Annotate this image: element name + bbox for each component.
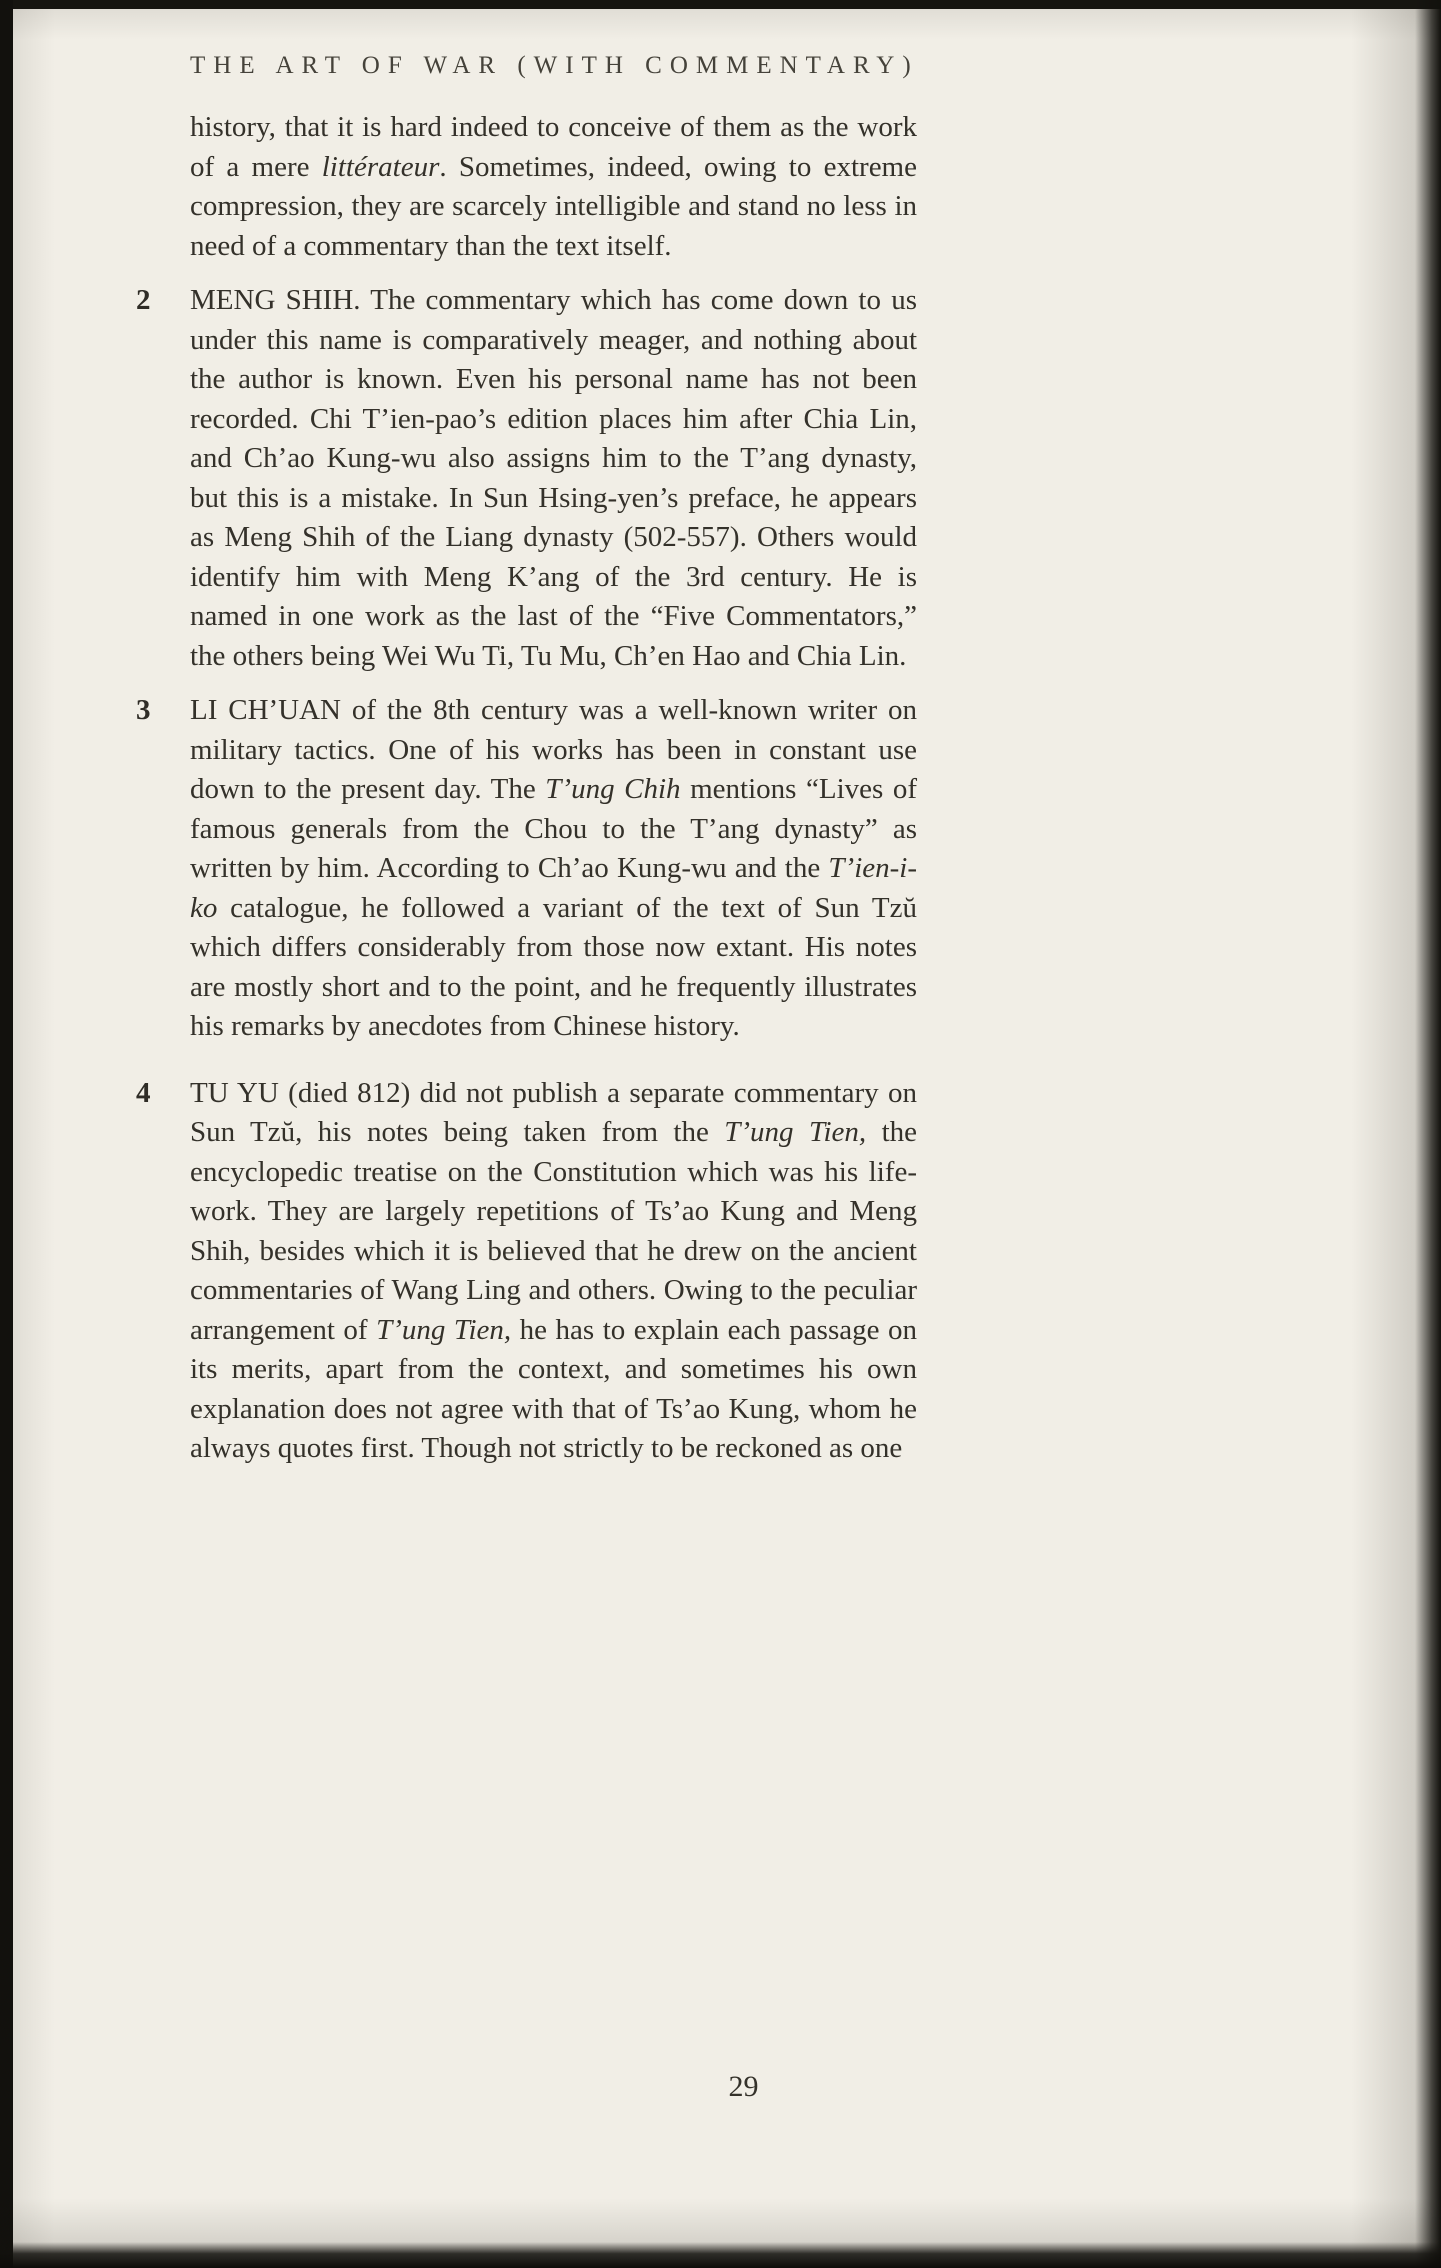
note-number: 3 (136, 694, 151, 726)
text-segment: mentions “Lives of famous generals from the Chou to the T’ang dynasty” as written by him. According to Ch’ao Kung-wu and the (190, 773, 917, 884)
text-segment: catalogue, he followed a variant of the text of Sun Tzŭ which differs considerably from those now extant. His notes are mostly short and to the point, and he frequently illustrates his remarks by anecdotes from Chinese history. (190, 891, 917, 1042)
note-number: 2 (136, 284, 151, 316)
text-segment: TU YU (died 812) did not publish a separate commentary on Sun Tzŭ, his notes being taken from the (190, 1076, 917, 1148)
note-text (190, 281, 917, 676)
scan-edge-right (1415, 0, 1441, 2268)
scan-edge-bottom (0, 2242, 1441, 2268)
commentary-text-column (136, 108, 918, 1469)
italic-term: T’ien-i-ko (190, 852, 917, 924)
note-number: 4 (136, 1076, 151, 1109)
text-segment: MENG SHIH. The commentary which has come down to us under this name is comparatively meager, and nothing about the author is known. Even his personal name has not been recorded. Chi T’ien-pao’s edition places him after Chia Lin, and Ch’ao Kung-wu also assigns him to the T’ang dynasty, but this is a mistake. In Sun Hsing-yen’s preface, he appears as Meng Shih of the Liang dynasty (502-557). Others would identify him with Meng K’ang of the 3rd century. He is named in one work as the last of the “Five Commentators,” the others being Wei Wu Ti, Tu Mu, Ch’en Hao and Chia Lin. (190, 284, 917, 672)
italic-term: T’ung Tien, (724, 1116, 867, 1148)
text-segment: LI CH’UAN of the 8th century was a well-known writer on military tactics. One of his works has been in constant use down to the present day. The (190, 694, 917, 805)
continuation-paragraph (190, 108, 917, 266)
italic-term: T’ung Tien, (376, 1313, 512, 1346)
note-4 (136, 1074, 918, 1469)
page-content (136, 0, 919, 2103)
scan-edge-left (0, 0, 13, 2268)
page-number: 29 (728, 2070, 759, 2103)
text-segment: he has to explain each passage on its merits, apart from the context, and sometimes his own explanation does not agree with that of Ts’ao Kung, whom he always quotes first. Though not strictly to be reckoned as one (190, 1313, 917, 1464)
text-segment: . Sometimes, indeed, owing to extreme compression, they are scarcely intelligible and stand no less in need of a commentary than the text itself. (190, 150, 917, 262)
italic-term: littérateur (321, 150, 440, 183)
note-2 (136, 281, 917, 676)
scan-edge-top (0, 0, 1441, 9)
text-segment: the encyclopedic treatise on the Constitution which was his life-work. They are largely repetitions of Ts’ao Kung and Meng Shih, besides which it is believed that he drew on the ancient commentaries of Wang Ling and others. Owing to the peculiar arrangement of (190, 1116, 918, 1346)
italic-term: T’ung Chih (545, 773, 681, 805)
note-text (190, 1074, 917, 1469)
text-segment: history, that it is hard indeed to conceive of them as the work of a mere (190, 111, 917, 183)
note-3 (136, 691, 917, 1047)
running-header: THE ART OF WAR (WITH COMMENTARY) (190, 52, 919, 79)
note-text (190, 691, 917, 1047)
